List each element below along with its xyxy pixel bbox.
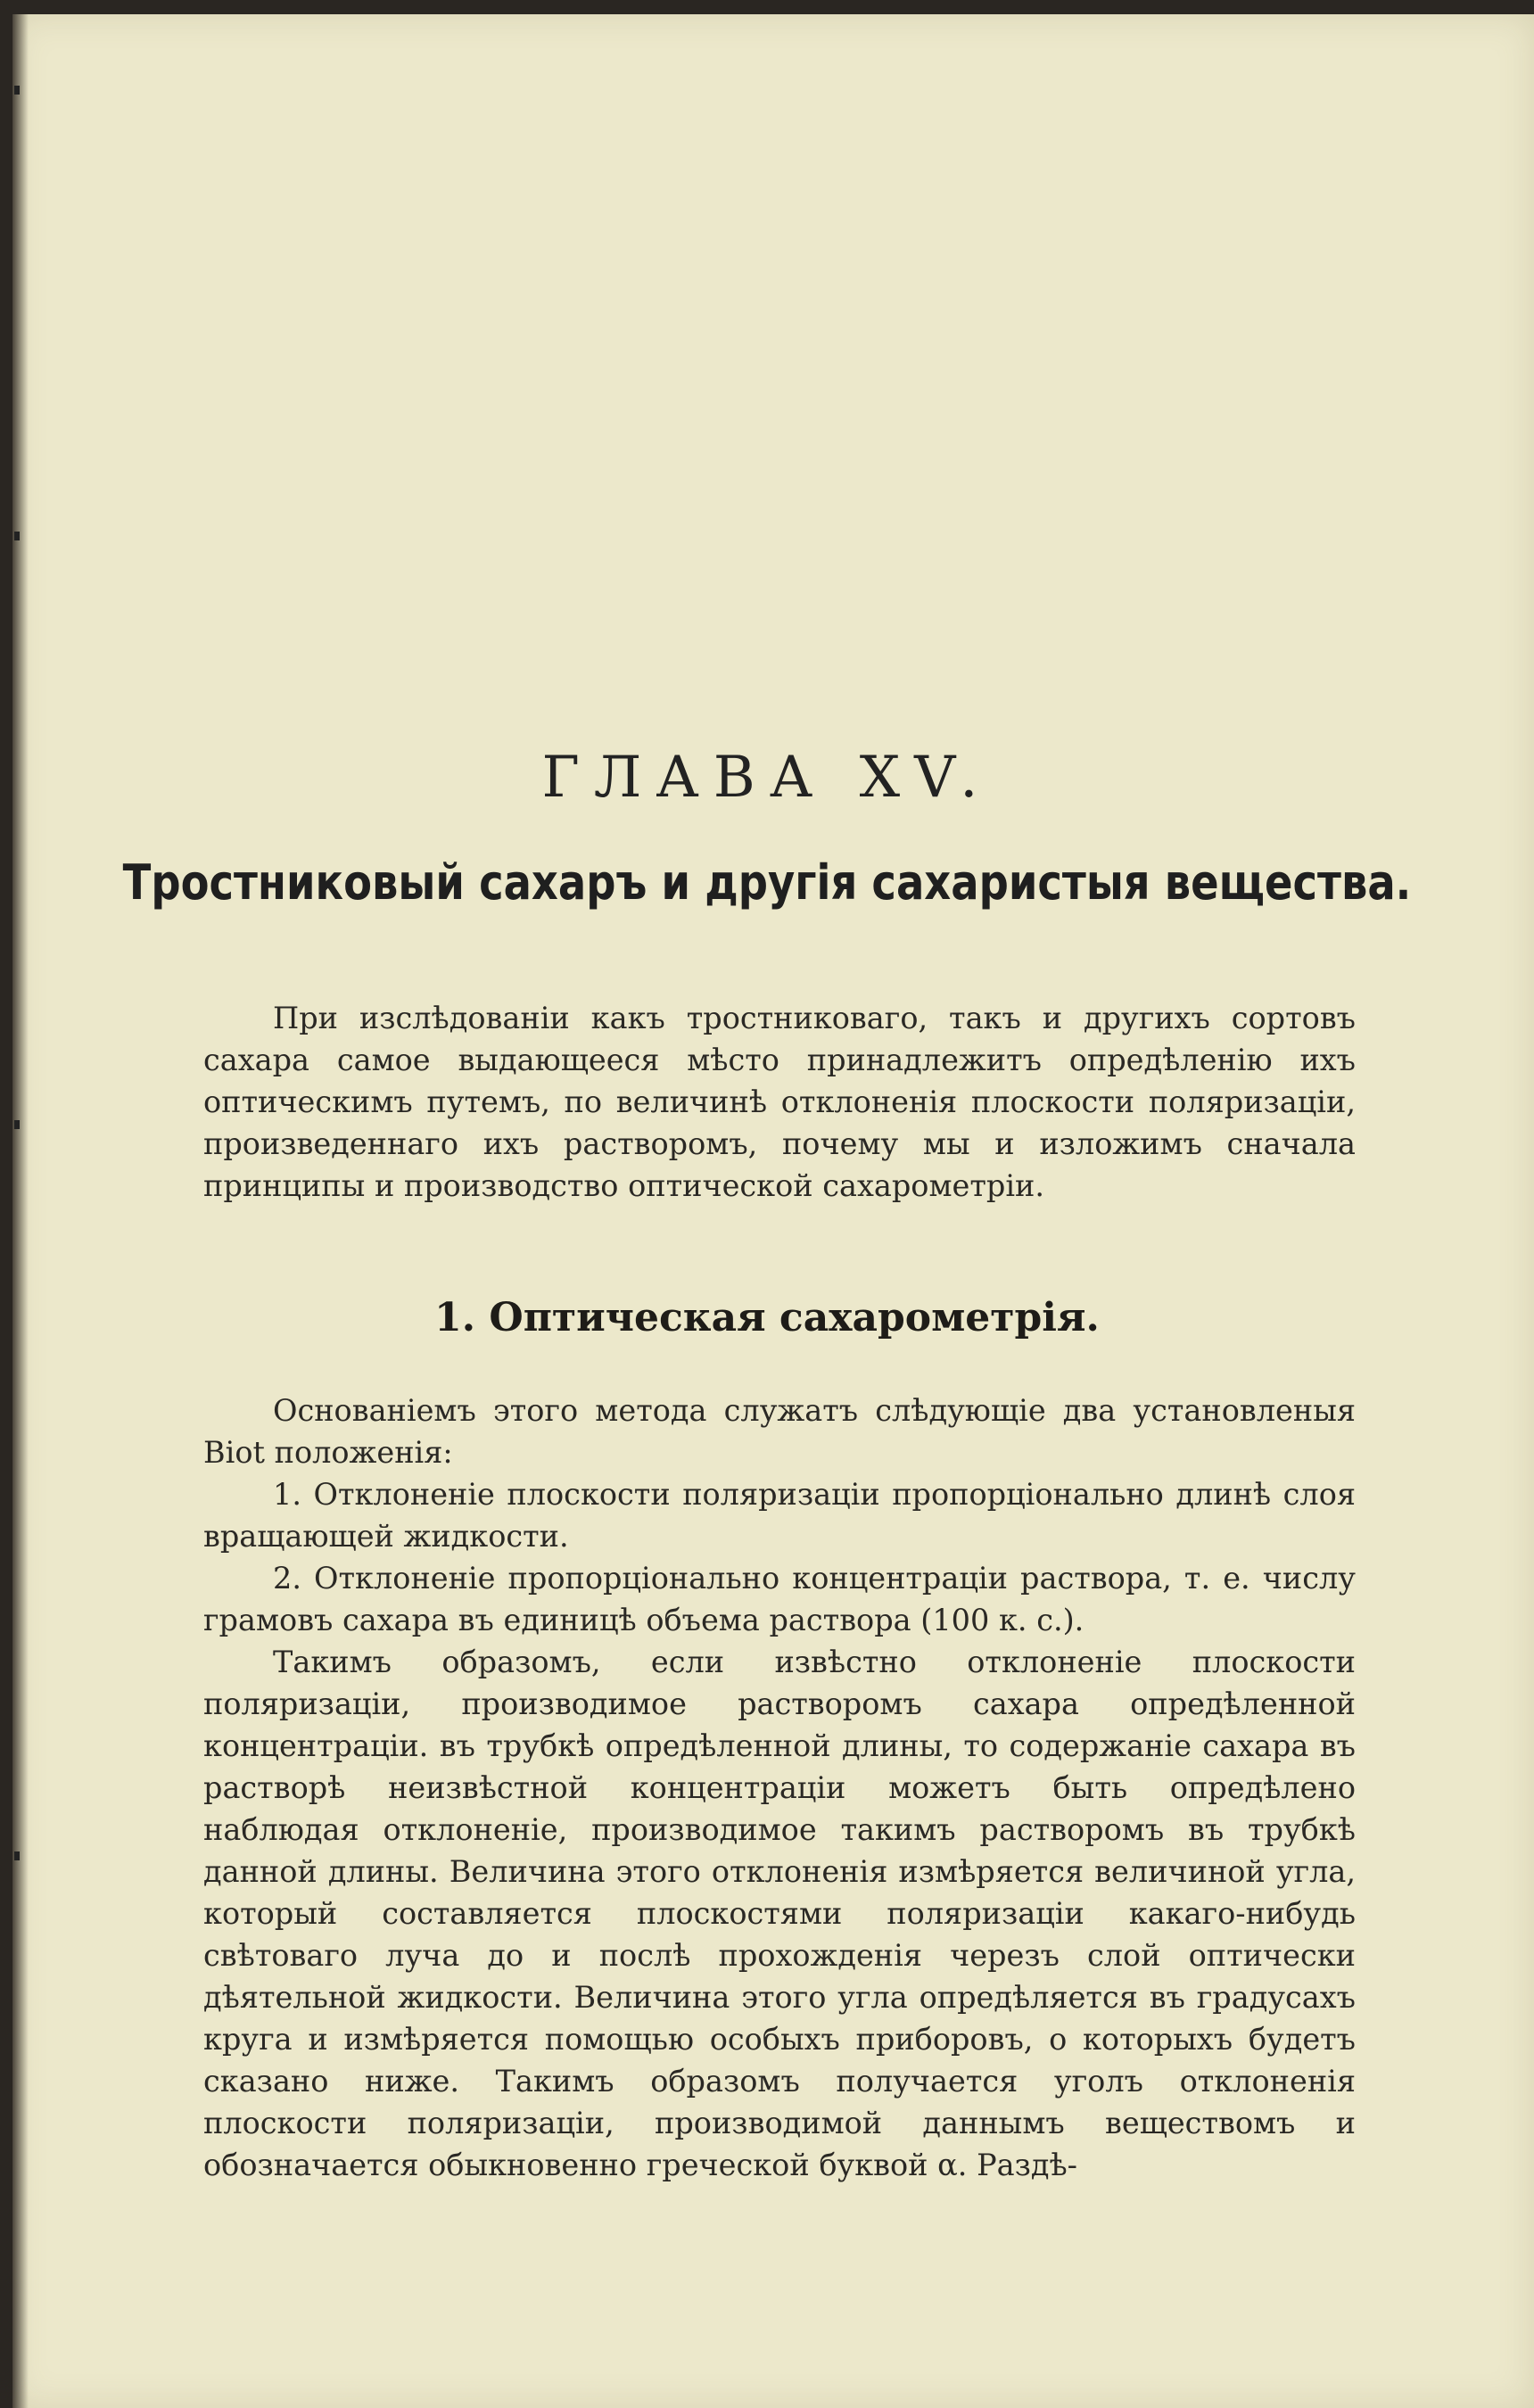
chapter-title: Тростниковый сахаръ и другія сахаристыя вещества. [122,854,1412,911]
paragraph: Основаніемъ этого метода служатъ слѣдующіе два установленыя Biot положенія: [203,1393,1356,1470]
margin-mark [14,1851,20,1860]
margin-mark [14,86,20,95]
paragraph: Такимъ образомъ, если извѣстно отклоненіе плоскости поляризаціи, производимое растворомъ сахара опредѣленной концентраціи. въ трубкѣ опредѣленной длины, то содержаніе сахара въ растворѣ неизвѣстной концентраціи можетъ быть опредѣлено наблюдая отклоненіе, производимое такимъ растворомъ въ трубкѣ данной длины. Величина этого отклоненія измѣряется величиной угла, который составляется плоскостями поляризаціи какаго-нибудь свѣтоваго луча до и послѣ прохожденія черезъ слой оптически дѣятельной жидкости. Величина этого угла опредѣляется въ градусахъ круга и измѣряется помощью особыхъ приборовъ, о которыхъ будетъ сказано ниже. Такимъ образомъ получается уголъ отклоненія плоскости поляризаціи, производимой даннымъ веществомъ и обозначается обыкновенно греческой буквой α. Раздѣ- [203,1645,1356,2182]
chapter-heading: ГЛАВА XV. [541,745,993,811]
margin-mark [14,532,20,540]
binding-shadow [12,14,29,2408]
intro-block [203,997,1356,1207]
section-heading: 1. Оптическая сахарометрія. [434,1295,1100,1340]
body-text [203,1390,1356,2186]
margin-mark [14,1120,20,1129]
paragraph: 2. Отклоненіе пропорціонально концентраціи раствора, т. е. числу грамовъ сахара въ единицѣ объема раствора (100 к. с.). [203,1561,1356,1637]
intro-paragraph: При изслѣдованіи какъ тростниковаго, такъ и другихъ сортовъ сахара самое выдающееся мѣсто принадлежитъ опредѣленію ихъ оптическимъ путемъ, по величинѣ отклоненія плоскости поляризаціи, произведеннаго ихъ растворомъ, почему мы и изложимъ сначала принципы и производство оптической сахарометріи. [203,1001,1356,1203]
paragraph: 1. Отклоненіе плоскости поляризаціи пропорціонально длинѣ слоя вращающей жидкости. [203,1477,1356,1554]
